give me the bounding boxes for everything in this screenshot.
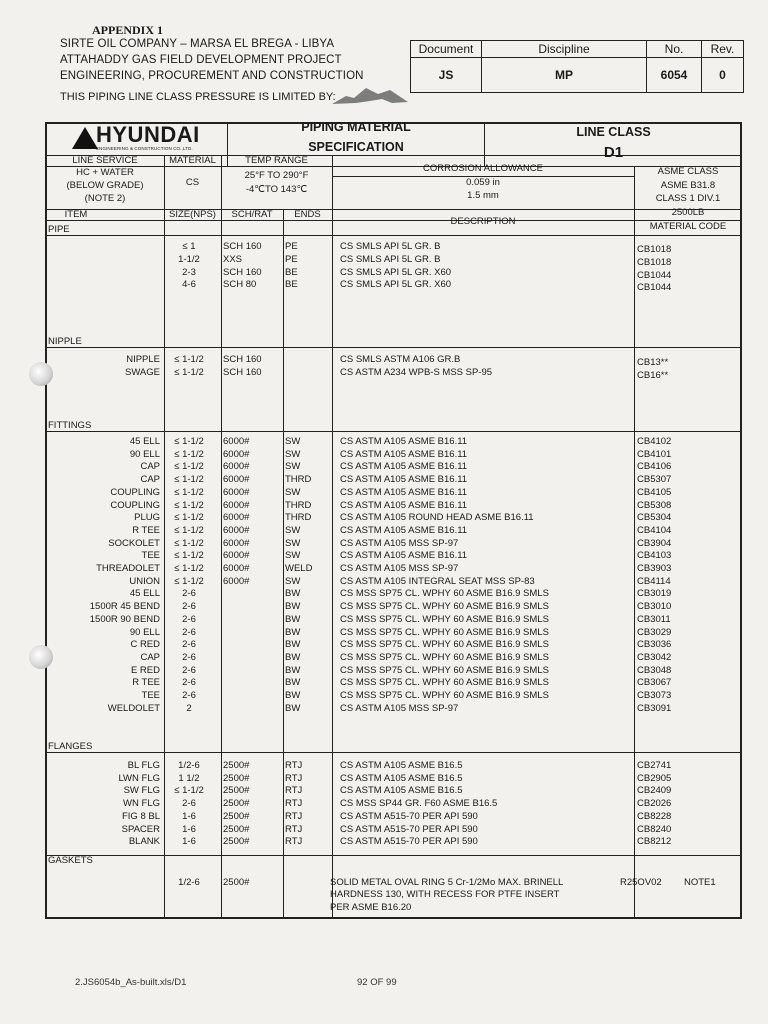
description-cell: CS ASTM A105 ASME B16.5	[340, 772, 463, 784]
item-cell: SPACER	[121, 823, 160, 835]
size-cell: 1/2-6	[178, 877, 200, 888]
size-cell: ≤ 1-1/2	[174, 563, 204, 574]
description-cell: CS ASTM A105 ASME B16.11	[340, 524, 468, 536]
appendix-label: APPENDIX 1	[92, 23, 163, 37]
spec-title-line2: SPECIFICATION	[308, 140, 404, 154]
size-cell: 2	[186, 702, 192, 714]
item-cell: SOCKOLET	[108, 537, 160, 549]
description-cell: CS SMLS ASTM A106 GR.B	[340, 354, 461, 365]
size-cell: ≤ 1-1/2	[174, 499, 204, 511]
ends-cell: THRD	[285, 512, 312, 524]
sch-rat-cell: 6000#	[223, 550, 250, 562]
description-cell: CS MSS SP75 CL. WPHY 60 ASME B16.9 SMLS	[340, 690, 549, 701]
description-cell: CS ASTM A105 ASME B16.5	[340, 785, 463, 797]
item-cell: COUPLING	[110, 499, 160, 511]
description-cell: CS ASTM A105 ASME B16.5	[340, 760, 463, 771]
sch-rat-cell: SCH 160	[223, 366, 262, 378]
doc-value-discipline: MP	[482, 58, 647, 93]
line-service-label: LINE SERVICE	[72, 155, 138, 166]
material-code-cell: CB3048	[637, 664, 672, 676]
description-cell: CS ASTM A105 ASME B16.11	[340, 550, 468, 562]
description-cell: CS ASTM A105 MSS SP-97	[340, 702, 459, 714]
item-cell: WELDOLET	[107, 702, 160, 714]
size-cell: ≤ 1-1/2	[174, 550, 204, 562]
doc-header-document: Document	[411, 41, 482, 58]
asme-class-code: ASME B31.8	[660, 180, 716, 191]
ends-cell: SW	[285, 524, 301, 536]
material-code-cell: CB3091	[637, 702, 672, 714]
section-label: FITTINGS	[48, 420, 92, 431]
size-cell: 1-6	[182, 836, 196, 848]
description-cell: CS MSS SP75 CL. WPHY 60 ASME B16.9 SMLS	[340, 626, 549, 638]
item-cell: CAP	[140, 651, 160, 663]
sch-rat-cell: SCH 80	[223, 279, 257, 291]
ends-cell: SW	[285, 550, 301, 562]
item-cell: TEE	[141, 690, 160, 701]
description-cell: CS ASTM A105 MSS SP-97	[340, 537, 459, 549]
sch-rat-cell: SCH 160	[223, 241, 262, 252]
item-cell: THREADOLET	[96, 563, 160, 574]
temp-range-f: 25°F TO 290°F	[244, 170, 309, 181]
material-code-cell: CB1018	[637, 256, 672, 268]
material-value: CS	[185, 177, 200, 188]
ends-cell: BW	[285, 639, 301, 651]
material-code-cell: CB4103	[637, 550, 672, 562]
company-line: SIRTE OIL COMPANY – MARSA EL BREGA - LIBYA	[60, 38, 335, 50]
description-cell: CS ASTM A105 INTEGRAL SEAT MSS SP-83	[340, 575, 535, 587]
description-cell: CS ASTM A234 WPB-S MSS SP-95	[340, 366, 493, 378]
logo-subtitle: ENGINEERING & CONSTRUCTION CO.,LTD.	[96, 146, 193, 151]
col-header-description: DESCRIPTION	[450, 216, 516, 227]
material-code-cell: CB5308	[637, 499, 672, 511]
size-cell: ≤ 1-1/2	[174, 785, 204, 797]
description-cell: CS ASTM A515-70 PER API 590	[340, 810, 478, 822]
item-cell: UNION	[129, 575, 160, 587]
material-code-cell: CB4105	[637, 486, 672, 498]
sch-rat-cell: 6000#	[223, 563, 250, 574]
pressure-limit-note: THIS PIPING LINE CLASS PRESSURE IS LIMITED BY:	[60, 91, 336, 103]
material-code-cell: CB3010	[637, 601, 672, 613]
sch-rat-cell: 2500#	[223, 798, 250, 810]
material-code-cell: CB8212	[637, 836, 672, 848]
ends-cell: BW	[285, 626, 301, 638]
ends-cell: RTJ	[285, 810, 303, 822]
item-cell: SW FLG	[123, 785, 160, 797]
ends-cell: BW	[285, 677, 301, 689]
item-cell: 90 ELL	[129, 448, 160, 460]
sch-rat-cell: 2500#	[223, 877, 250, 888]
size-cell: 4-6	[182, 279, 196, 291]
material-code-cell: CB8228	[637, 810, 672, 822]
size-cell: ≤ 1-1/2	[174, 486, 204, 498]
line-class-value: D1	[603, 144, 624, 161]
item-cell: CAP	[140, 474, 160, 486]
item-cell: R TEE	[132, 524, 160, 536]
size-cell: 2-3	[182, 266, 196, 278]
description-cell: HARDNESS 130, WITH RECESS FOR PTFE INSERT	[330, 889, 560, 901]
sch-rat-cell: 6000#	[223, 461, 250, 473]
sch-rat-cell: 6000#	[223, 575, 250, 587]
section-label: PIPE	[48, 224, 70, 235]
description-cell: CS SMLS API 5L GR. B	[340, 241, 441, 252]
ends-cell: THRD	[285, 474, 312, 486]
material-code-cell: CB2026	[637, 798, 672, 810]
col-header-sch: SCH/RAT	[231, 209, 273, 220]
section-label: GASKETS	[48, 855, 93, 866]
ends-cell: SW	[285, 448, 301, 460]
size-cell: 2-6	[182, 651, 196, 663]
asme-class-rating: 2500LB	[671, 207, 705, 218]
ends-cell: RTJ	[285, 772, 303, 784]
punch-hole	[29, 645, 53, 669]
material-code-cell: CB3029	[637, 626, 672, 638]
ends-cell: SW	[285, 486, 301, 498]
item-cell: 1500R 45 BEND	[89, 601, 160, 613]
material-code-cell: CB3011	[637, 613, 671, 625]
line-service-value-3: (NOTE 2)	[84, 193, 126, 204]
col-header-item: ITEM	[64, 209, 88, 220]
col-header-material-code: MATERIAL CODE	[649, 221, 727, 232]
description-cell: CS ASTM A105 MSS SP-97	[340, 563, 459, 574]
corrosion-mm: 1.5 mm	[467, 190, 499, 201]
corrosion-label: CORROSION ALLOWANCE	[422, 163, 543, 174]
material-code-cell: CB1044	[637, 282, 672, 294]
ends-cell: RTJ	[285, 785, 303, 797]
material-code-cell: R25OV02	[620, 877, 662, 888]
ends-cell: PE	[285, 253, 298, 265]
item-cell: 45 ELL	[129, 436, 160, 447]
size-cell: ≤ 1	[182, 241, 196, 252]
item-cell: COUPLING	[110, 486, 160, 498]
item-cell: BL FLG	[127, 760, 160, 771]
item-cell: WN FLG	[123, 798, 160, 810]
size-cell: 2-6	[182, 601, 196, 613]
sch-rat-cell: 6000#	[223, 524, 250, 536]
size-cell: ≤ 1-1/2	[174, 354, 204, 365]
item-cell: BLANK	[128, 836, 160, 848]
description-cell: CS ASTM A105 ASME B16.11	[340, 461, 468, 473]
item-cell: NIPPLE	[126, 354, 160, 365]
description-cell: CS MSS SP75 CL. WPHY 60 ASME B16.9 SMLS	[340, 613, 549, 625]
size-cell: 2-6	[182, 677, 196, 689]
description-cell: CS ASTM A515-70 PER API 590	[340, 836, 478, 848]
line-class-label: LINE CLASS	[576, 125, 651, 139]
description-cell: CS MSS SP75 CL. WPHY 60 ASME B16.9 SMLS	[340, 651, 549, 663]
sch-rat-cell: 6000#	[223, 448, 250, 460]
temp-range-label: TEMP RANGE	[245, 155, 308, 166]
material-code-cell: CB3067	[637, 677, 672, 689]
material-code-cell: CB5307	[637, 474, 672, 486]
material-code-cell: CB3904	[637, 537, 672, 549]
sch-rat-cell: 6000#	[223, 512, 250, 524]
line-service-value-1: HC + WATER	[76, 167, 134, 178]
description-cell: CS MSS SP75 CL. WPHY 60 ASME B16.9 SMLS	[340, 601, 549, 613]
size-cell: ≤ 1-1/2	[174, 512, 204, 524]
item-cell: E RED	[130, 664, 160, 676]
size-cell: ≤ 1-1/2	[174, 575, 204, 587]
item-cell: 90 ELL	[129, 626, 160, 638]
section-label: NIPPLE	[48, 336, 82, 347]
material-code-cell: CB16**	[637, 369, 669, 381]
item-cell: PLUG	[134, 512, 160, 524]
size-cell: 2-6	[182, 664, 196, 676]
asme-class-label: ASME CLASS	[657, 166, 719, 177]
ends-cell: RTJ	[285, 823, 303, 835]
material-code-cell: CB3036	[637, 639, 672, 651]
material-code-cell: CB4114	[637, 575, 671, 587]
item-cell: 45 ELL	[129, 588, 160, 600]
description-cell: CS SMLS API 5L GR. B	[340, 253, 441, 265]
doc-value-document: JS	[411, 58, 482, 93]
item-cell: CAP	[140, 461, 160, 473]
size-cell: 1/2-6	[178, 760, 200, 771]
description-cell: CS ASTM A515-70 PER API 590	[340, 823, 478, 835]
material-code-cell: CB8240	[637, 823, 672, 835]
ends-cell: BE	[285, 279, 298, 291]
description-cell: CS MSS SP75 CL. WPHY 60 ASME B16.9 SMLS	[340, 588, 549, 600]
size-cell: 1-1/2	[178, 253, 200, 265]
size-cell: ≤ 1-1/2	[174, 436, 204, 447]
corrosion-in: 0.059 in	[466, 177, 500, 188]
ends-cell: BW	[285, 664, 301, 676]
description-cell: CS ASTM A105 ASME B16.11	[340, 448, 468, 460]
item-cell: 1500R 90 BEND	[89, 613, 160, 625]
description-cell: CS MSS SP75 CL. WPHY 60 ASME B16.9 SMLS	[340, 664, 549, 676]
material-code-cell: CB2905	[637, 772, 672, 784]
sch-rat-cell: 6000#	[223, 537, 250, 549]
redaction-smear	[332, 86, 408, 106]
size-cell: ≤ 1-1/2	[174, 537, 204, 549]
doc-value-no: 6054	[647, 58, 702, 93]
spec-title-line1: PIPING MATERIAL	[301, 120, 411, 134]
sch-rat-cell: 2500#	[223, 785, 250, 797]
ends-cell: BW	[285, 651, 301, 663]
description-cell: CS ASTM A105 ASME B16.11	[340, 499, 468, 511]
size-cell: 2-6	[182, 613, 196, 625]
material-code-cell: CB2741	[637, 760, 672, 771]
item-cell: C RED	[130, 639, 160, 651]
item-cell: TEE	[141, 550, 160, 562]
description-cell: CS ASTM A105 ASME B16.11	[340, 436, 468, 447]
size-cell: ≤ 1-1/2	[174, 366, 204, 378]
sch-rat-cell: SCH 160	[223, 354, 262, 365]
footer-filename: 2.JS6054b_As-built.xls/D1	[75, 977, 187, 988]
sch-rat-cell: 2500#	[223, 760, 250, 771]
sch-rat-cell: XXS	[223, 253, 243, 265]
size-cell: ≤ 1-1/2	[174, 524, 204, 536]
material-code-cell: CB4102	[637, 436, 672, 447]
sch-rat-cell: 6000#	[223, 499, 250, 511]
description-cell: CS ASTM A105 ASME B16.11	[340, 474, 468, 486]
punch-hole	[29, 362, 53, 386]
material-code-cell: CB3073	[637, 690, 672, 701]
sch-rat-cell: 6000#	[223, 486, 250, 498]
material-code-cell: CB2409	[637, 785, 672, 797]
ends-cell: BW	[285, 690, 301, 701]
description-cell: CS ASTM A105 ASME B16.11	[340, 486, 468, 498]
description-cell: PER ASME B16.20	[330, 901, 412, 913]
description-cell: SOLID METAL OVAL RING 5 Cr-1/2Mo MAX. BRINELL	[330, 877, 564, 888]
material-code-cell: CB1044	[637, 269, 672, 281]
sch-rat-cell: 2500#	[223, 836, 250, 848]
temp-range-c: -4℃TO 143℃	[245, 184, 308, 195]
item-cell: R TEE	[132, 677, 160, 689]
size-cell: ≤ 1-1/2	[174, 474, 204, 486]
description-cell: CS MSS SP75 CL. WPHY 60 ASME B16.9 SMLS	[340, 677, 549, 689]
size-cell: ≤ 1-1/2	[174, 448, 204, 460]
doc-header-rev: Rev.	[702, 41, 744, 58]
doc-header-no: No.	[647, 41, 702, 58]
ends-cell: SW	[285, 461, 301, 473]
sch-rat-cell: 2500#	[223, 823, 250, 835]
size-cell: 2-6	[182, 798, 196, 810]
ends-cell: SW	[285, 537, 301, 549]
description-cell: CS SMLS API 5L GR. X60	[340, 279, 452, 291]
sch-rat-cell: SCH 160	[223, 266, 262, 278]
ends-cell: RTJ	[285, 760, 303, 771]
size-cell: 1-6	[182, 810, 196, 822]
project-line: ATTAHADDY GAS FIELD DEVELOPMENT PROJECT	[60, 54, 342, 66]
ends-cell: THRD	[285, 499, 312, 511]
item-cell: LWN FLG	[118, 772, 160, 784]
description-cell: CS SMLS API 5L GR. X60	[340, 266, 452, 278]
ends-cell: WELD	[285, 563, 313, 574]
sch-rat-cell: 2500#	[223, 810, 250, 822]
material-code-cell: CB3903	[637, 563, 672, 574]
size-cell: 1 1/2	[178, 772, 200, 784]
col-header-ends: ENDS	[294, 209, 321, 220]
size-cell: 2-6	[182, 690, 196, 701]
section-label: FLANGES	[48, 741, 93, 752]
material-code-cell: CB3019	[637, 588, 672, 600]
ends-cell: SW	[285, 436, 301, 447]
item-cell: SWAGE	[124, 366, 160, 378]
asme-class-div: CLASS 1 DIV.1	[655, 193, 721, 204]
ends-cell: BW	[285, 588, 301, 600]
size-cell: 2-6	[182, 588, 196, 600]
material-code-cell: CB3042	[637, 651, 672, 663]
material-code-cell: CB4101	[637, 448, 672, 460]
logo-name: HYUNDAI	[96, 122, 200, 147]
material-code-cell: CB4104	[637, 524, 672, 536]
col-header-size: SIZE(NPS)	[169, 209, 216, 220]
description-cell: CS MSS SP44 GR. F60 ASME B16.5	[340, 798, 498, 810]
material-code-cell: CB5304	[637, 512, 672, 524]
description-cell: CS ASTM A105 ROUND HEAD ASME B16.11	[340, 512, 534, 524]
ends-cell: SW	[285, 575, 301, 587]
material-code-cell: CB4106	[637, 461, 672, 473]
footer-page-number: 92 OF 99	[357, 977, 397, 988]
ends-cell: BE	[285, 266, 298, 278]
item-cell: FIG 8 BL	[121, 810, 160, 822]
ends-cell: BW	[285, 601, 301, 613]
material-label: MATERIAL	[169, 155, 216, 166]
material-code-cell: CB13**	[637, 357, 669, 368]
ends-cell: RTJ	[285, 836, 303, 848]
material-code-cell: CB1018	[637, 244, 672, 255]
ends-cell: PE	[285, 241, 298, 252]
doc-header-discipline: Discipline	[482, 41, 647, 58]
description-cell: CS MSS SP75 CL. WPHY 60 ASME B16.9 SMLS	[340, 639, 549, 651]
sch-rat-cell: 2500#	[223, 772, 250, 784]
ends-cell: BW	[285, 613, 301, 625]
scope-line: ENGINEERING, PROCUREMENT AND CONSTRUCTION	[60, 70, 364, 82]
ends-cell: BW	[285, 702, 301, 714]
size-cell: 2-6	[182, 639, 196, 651]
ends-cell: RTJ	[285, 798, 303, 810]
document-info-table	[410, 40, 744, 93]
line-service-value-2: (BELOW GRADE)	[66, 180, 144, 191]
note-cell: NOTE1	[684, 877, 716, 888]
size-cell: ≤ 1-1/2	[174, 461, 204, 473]
sch-rat-cell: 6000#	[223, 474, 250, 486]
sch-rat-cell: 6000#	[223, 436, 250, 447]
size-cell: 2-6	[182, 626, 196, 638]
doc-value-rev: 0	[702, 58, 744, 93]
size-cell: 1-6	[182, 823, 196, 835]
